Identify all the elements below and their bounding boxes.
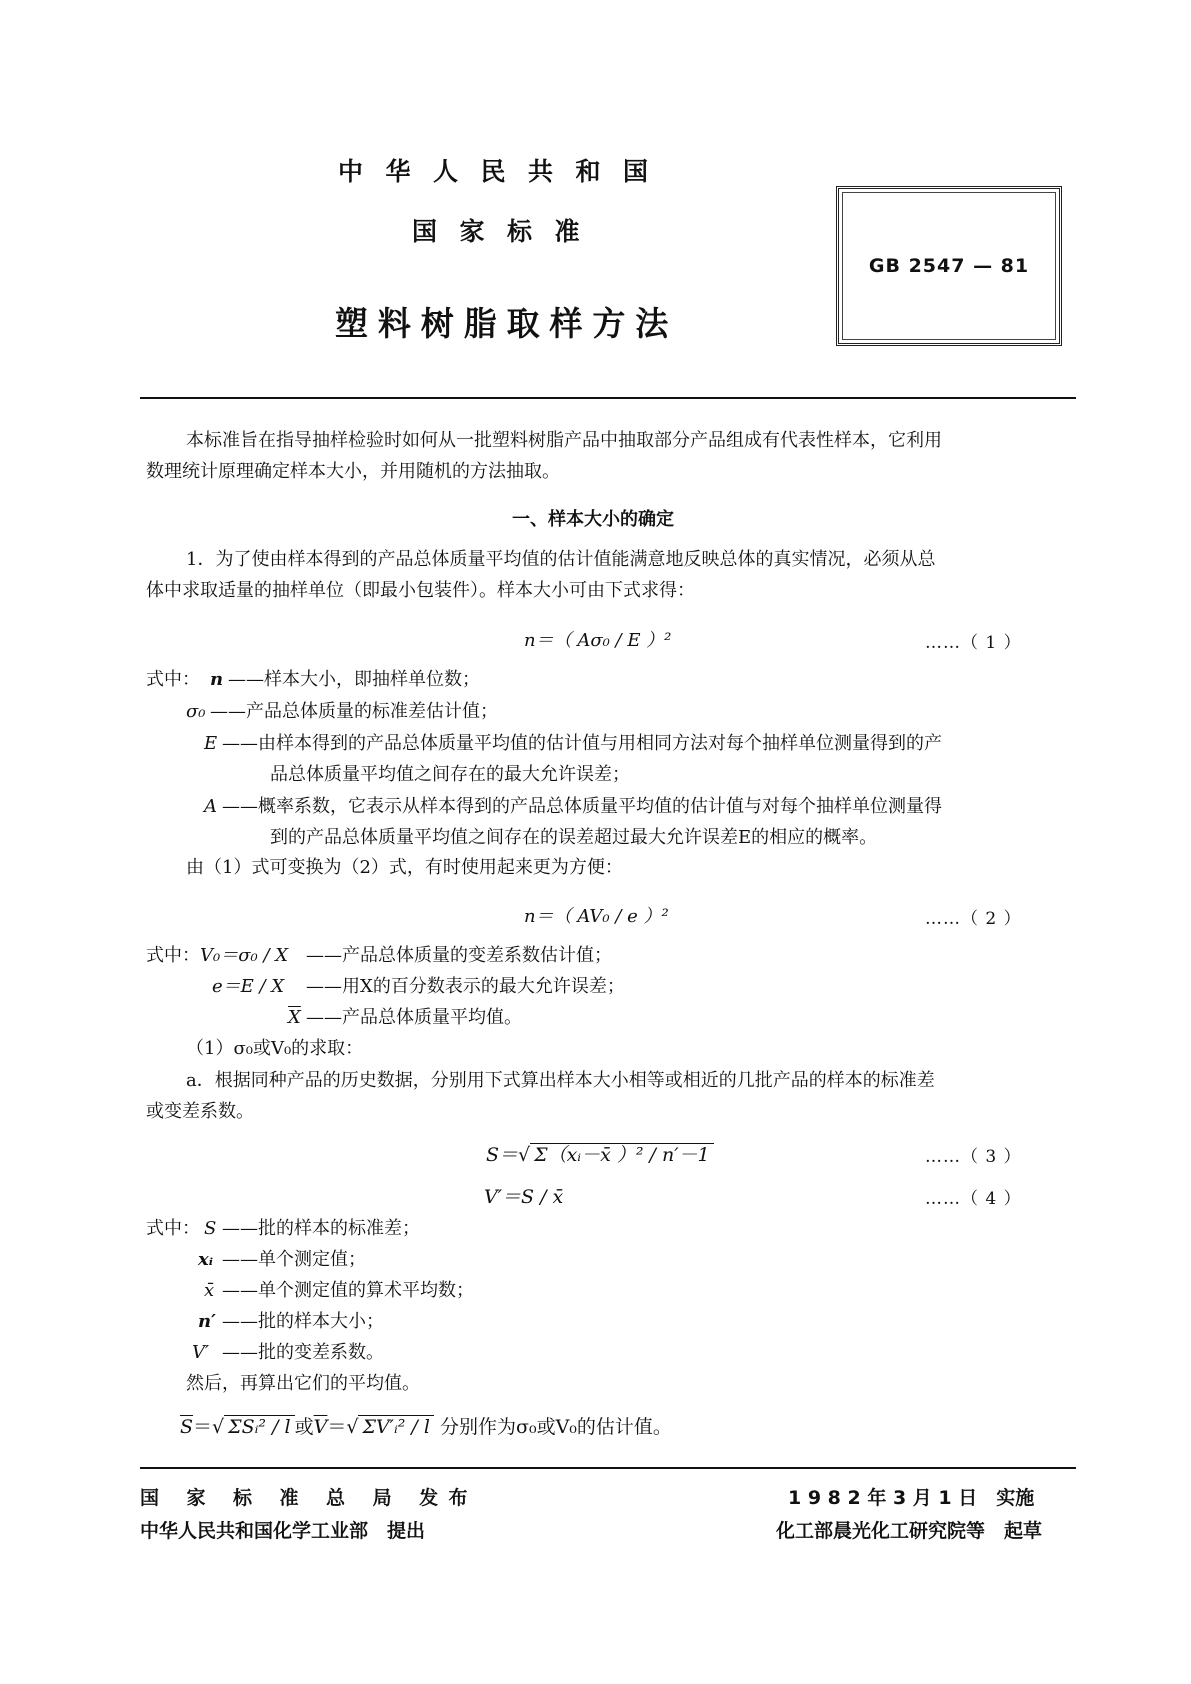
equation-1: n＝（ Aσ₀ / E ）² xyxy=(524,630,672,651)
def-S: ——批的样本的标准差； xyxy=(222,1218,420,1239)
def-A-1: ——概率系数，它表示从样本得到的产品总体质量平均值的估计值与对每个抽样单位测量得 xyxy=(222,796,942,817)
def-A-2: 到的产品总体质量平均值之间存在的误差超过最大允许误差E的相应的概率。 xyxy=(270,827,878,848)
sqrt-sign-icon: √ xyxy=(518,1144,531,1166)
sqrt-sign-icon: √ xyxy=(212,1416,225,1438)
equation-1-number: ……（ 1 ） xyxy=(925,633,1022,653)
symbol-S: S xyxy=(204,1218,217,1239)
equation-2-number: ……（ 2 ） xyxy=(925,909,1022,929)
para1-line-1: 1．为了使由样本得到的产品总体质量平均值的估计值能满意地反映总体的真实情况，必须从总 xyxy=(186,549,936,570)
subsection-1: （1）σ₀或V₀的求取： xyxy=(186,1038,364,1059)
equation-4-number: ……（ 4 ） xyxy=(925,1189,1022,1209)
transform-text: 由（1）式可变换为（2）式，有时使用起来更为方便： xyxy=(186,857,623,878)
country-name: 中华人民共和国 xyxy=(338,157,671,186)
intro-line-1: 本标准旨在指导抽样检验时如何从一批塑料树脂产品中抽取部分产品组成有代表性样本，它利用 xyxy=(186,430,942,451)
equation-4: V′＝S / x̄ xyxy=(484,1186,564,1208)
defs3-prefix: 式中： xyxy=(146,1218,200,1239)
intro-line-2: 数理统计原理确定样本大小，并用随机的方法抽取。 xyxy=(146,461,560,482)
symbol-e: e＝E / X xyxy=(212,976,285,997)
symbol-xbar: x̄ xyxy=(204,1280,215,1301)
final-equation xyxy=(180,1412,672,1439)
defs1-prefix: 式中： xyxy=(146,669,200,690)
equation-3-radicand: Σ（xᵢ－x̄ ）² / n′－1 xyxy=(530,1143,713,1166)
final-equation-tail: 分别作为σ₀或V₀的估计值。 xyxy=(440,1416,672,1438)
header-rule xyxy=(140,397,1076,399)
symbol-sigma0: σ₀ xyxy=(186,701,206,722)
equation-2: n＝（ AV₀ / e ）² xyxy=(524,906,669,927)
symbol-n-prime: n′ xyxy=(198,1311,216,1332)
standard-code-box xyxy=(836,186,1062,346)
def-e: ——用X的百分数表示的最大允许误差； xyxy=(306,976,625,997)
def-xi: ——单个测定值； xyxy=(222,1249,366,1270)
footer-rule xyxy=(140,1467,1076,1469)
def-E-1: ——由样本得到的产品总体质量平均值的估计值与用相同方法对每个抽样单位测量得到的产 xyxy=(222,733,942,754)
para-a-line-1: a．根据同种产品的历史数据，分别用下式算出样本大小相等或相近的几批产品的样本的标准差 xyxy=(186,1070,935,1091)
equation-3-number: ……（ 3 ） xyxy=(925,1147,1022,1167)
standard-type: 国家标准 xyxy=(412,217,603,246)
s-radicand: ΣSᵢ² / l xyxy=(224,1415,294,1438)
symbol-xi: xᵢ xyxy=(198,1249,214,1270)
then-text: 然后，再算出它们的平均值。 xyxy=(186,1373,420,1394)
or-word: 或 xyxy=(294,1416,314,1438)
document-title: 塑料树脂取样方法 xyxy=(335,304,679,343)
v-bar: $\overline{V}$ xyxy=(313,1416,328,1438)
para-a-line-2: 或变差系数。 xyxy=(146,1101,254,1122)
sqrt-sign-icon: √ xyxy=(346,1416,359,1438)
section-heading: 一、样本大小的确定 xyxy=(512,509,674,530)
equation-3-lhs: S＝ xyxy=(486,1144,519,1166)
defs2-prefix: 式中： xyxy=(146,945,200,966)
def-sigma0: ——产品总体质量的标准差估计值； xyxy=(210,701,498,722)
symbol-V0: V₀＝σ₀ / X xyxy=(200,945,289,966)
symbol-E: E xyxy=(204,733,218,754)
equation-3 xyxy=(486,1140,714,1167)
symbol-X: $\overline{X}$ xyxy=(288,1007,301,1028)
footer-proposer: 中华人民共和国化学工业部 提出 xyxy=(140,1520,426,1542)
def-n-prime: ——批的样本大小； xyxy=(222,1311,384,1332)
equals-sign: ＝ xyxy=(193,1416,213,1438)
def-V-prime: ——批的变差系数。 xyxy=(222,1342,384,1363)
v-radicand: ΣV′ᵢ² / l xyxy=(358,1415,433,1438)
symbol-V-prime: V′ xyxy=(192,1342,210,1363)
para1-line-2: 体中求取适量的抽样单位（即最小包装件）。样本大小可由下式求得： xyxy=(146,580,695,601)
symbol-n: n xyxy=(210,669,224,690)
equals-sign: ＝ xyxy=(327,1416,347,1438)
footer-issuer: 国 家 标 准 总 局 发布 xyxy=(140,1487,478,1509)
def-E-2: 品总体质量平均值之间存在的最大允许误差； xyxy=(270,764,630,785)
footer-drafter: 化工部晨光化工研究院等 起草 xyxy=(776,1520,1043,1542)
def-X: ——产品总体质量平均值。 xyxy=(306,1007,522,1028)
def-n: ——样本大小，即抽样单位数； xyxy=(228,669,480,690)
s-bar: $\overline{S}$ xyxy=(180,1416,194,1438)
footer-effective-date: 1 9 8 2 年 3 月 1 日 实施 xyxy=(788,1487,1035,1509)
def-xbar: ——单个测定值的算术平均数； xyxy=(222,1280,474,1301)
standard-code: GB 2547 — 81 xyxy=(868,255,1030,277)
def-V0: ——产品总体质量的变差系数估计值； xyxy=(306,945,612,966)
symbol-A: A xyxy=(204,796,217,817)
